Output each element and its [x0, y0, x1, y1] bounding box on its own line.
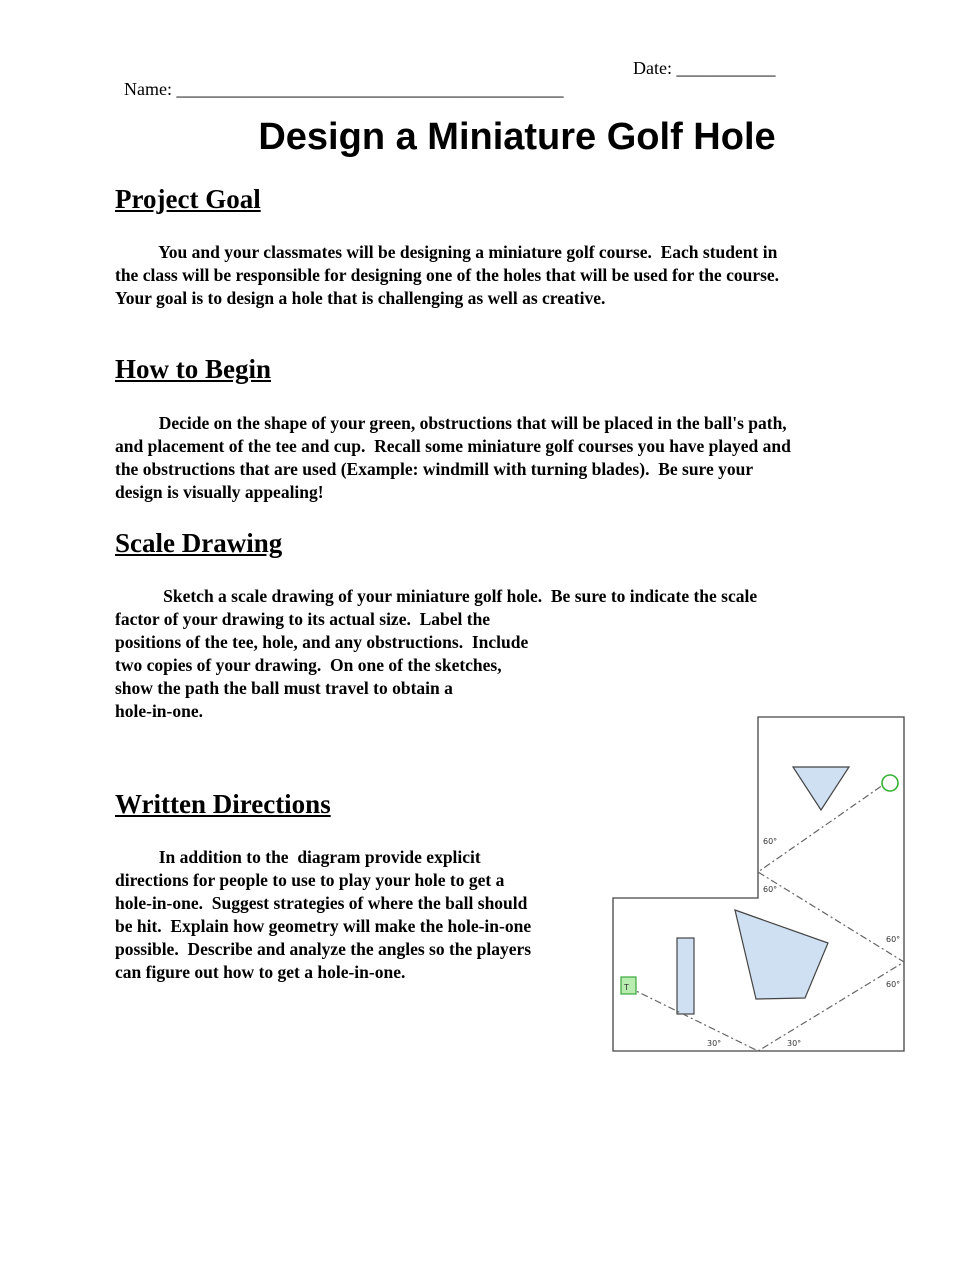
name-field-label[interactable]: Name: ___________________________________________	[124, 79, 564, 99]
golf-hole-diagram	[608, 712, 910, 1058]
section-heading-scale-drawing: Scale Drawing	[115, 528, 283, 558]
section-heading-written-directions: Written Directions	[115, 789, 331, 819]
angle-label-bottom-left: 30°	[707, 1039, 722, 1048]
date-field-label[interactable]: Date: ___________	[633, 58, 776, 78]
text-line: factor of your drawing to its actual size. Label the	[115, 609, 491, 629]
header-line	[115, 58, 776, 121]
text-line: can figure out how to get a hole-in-one.	[115, 962, 406, 982]
section-body-written-directions	[115, 846, 531, 984]
text-line: Your goal is to design a hole that is challenging as well as creative.	[115, 288, 606, 308]
section-body-scale-drawing	[115, 585, 757, 723]
angle-label-upper-top: 60°	[763, 837, 778, 846]
section-heading-how-to-begin: How to Begin	[115, 354, 272, 384]
text-line: Sketch a scale drawing of your miniature golf hole. Be sure to indicate the scale	[115, 586, 758, 606]
text-line: possible. Describe and analyze the angles so the players	[115, 939, 532, 959]
section-body-how-to-begin	[115, 412, 791, 504]
text-line: directions for people to use to play your hole to get a	[115, 870, 505, 890]
text-line: the obstructions that are used (Example: windmill with turning blades). Be sure your	[115, 459, 754, 479]
text-line: show the path the ball must travel to obtain a	[115, 678, 453, 698]
angle-label-right-bottom: 60°	[886, 980, 901, 989]
text-line: be hit. Explain how geometry will make the hole-in-one	[115, 916, 532, 936]
text-line: You and your classmates will be designing a miniature golf course. Each student in	[115, 242, 778, 262]
text-line: In addition to the diagram provide explicit	[115, 847, 481, 867]
text-line: Decide on the shape of your green, obstructions that will be placed in the ball's path,	[115, 413, 787, 433]
text-line: design is visually appealing!	[115, 482, 324, 502]
page-title: Design a Miniature Golf Hole	[258, 116, 776, 158]
text-line: and placement of the tee and cup. Recall some miniature golf courses you have played and	[115, 436, 791, 456]
rectangle-obstacle	[677, 938, 694, 1014]
angle-label-right-top: 60°	[886, 935, 901, 944]
section-body-project-goal	[115, 241, 779, 310]
text-line: two copies of your drawing. On one of the sketches,	[115, 655, 502, 675]
text-line: the class will be responsible for designing one of the holes that will be used for the course.	[115, 265, 780, 285]
text-line: hole-in-one. Suggest strategies of where the ball should	[115, 893, 528, 913]
tee-label: T	[624, 983, 629, 992]
text-line: hole-in-one.	[115, 701, 203, 721]
text-line: positions of the tee, hole, and any obstructions. Include	[115, 632, 529, 652]
angle-label-bottom-right: 30°	[787, 1039, 802, 1048]
section-heading-project-goal: Project Goal	[115, 184, 261, 214]
angle-label-upper-bottom: 60°	[763, 885, 778, 894]
